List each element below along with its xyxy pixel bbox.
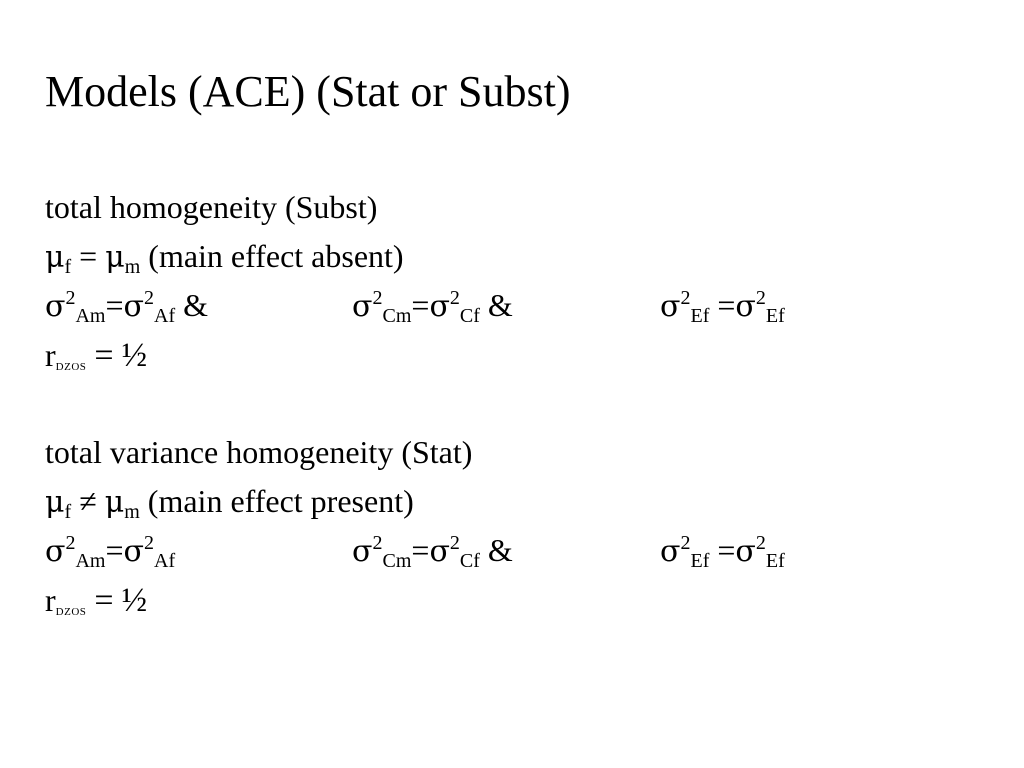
- ampersand: &: [487, 532, 513, 568]
- variance-C-equality: [352, 286, 513, 326]
- equals-sign: =: [717, 287, 736, 323]
- section1-heading: total homogeneity (Subst): [45, 189, 378, 225]
- equals-sign: =: [105, 532, 124, 568]
- mean-subscript-m: m: [124, 256, 141, 278]
- mean-subscript-m: m: [124, 501, 140, 523]
- section1-variance-line: [0, 286, 1024, 327]
- equals-sign: =: [717, 532, 736, 568]
- variance-A-equality: [45, 286, 208, 326]
- square-exponent: 2: [680, 532, 691, 554]
- mean-note: (main effect absent): [148, 238, 404, 274]
- subscript-ef: Ef: [765, 550, 785, 572]
- subscript-am: Am: [75, 305, 106, 327]
- subscript-cf: Cf: [459, 550, 480, 572]
- mean-note: (main effect present): [147, 483, 414, 519]
- r-symbol: r: [45, 582, 56, 618]
- equals-sign: =: [105, 287, 124, 323]
- subscript-cm: Cm: [382, 550, 412, 572]
- section2-mean-line: [45, 482, 414, 522]
- variance-A-equality: [45, 531, 175, 571]
- one-half: ½: [121, 582, 148, 619]
- mu-symbol: μ: [104, 485, 125, 520]
- subscript-cm: Cm: [382, 305, 412, 327]
- subscript-af: Af: [154, 550, 176, 572]
- equals-sign: =: [94, 337, 114, 374]
- mu-symbol: μ: [45, 240, 65, 275]
- square-exponent: 2: [65, 532, 76, 554]
- sigma-symbol: σ: [429, 289, 450, 324]
- sigma-symbol: σ: [429, 534, 450, 569]
- mu-symbol: μ: [105, 240, 125, 275]
- square-exponent: 2: [680, 287, 691, 309]
- square-exponent: 2: [449, 287, 460, 309]
- sigma-symbol: σ: [123, 289, 145, 324]
- subscript-ef: Ef: [690, 305, 710, 327]
- variance-E-equality: [660, 286, 785, 326]
- square-exponent: 2: [755, 532, 766, 554]
- section1-mean-line: [45, 237, 404, 277]
- sigma-symbol: σ: [45, 289, 66, 324]
- sigma-symbol: σ: [352, 289, 373, 324]
- subscript-af: Af: [154, 305, 176, 327]
- sigma-symbol: σ: [123, 534, 145, 569]
- equals-sign: =: [94, 582, 114, 619]
- not-equals-sign: ≠: [79, 483, 97, 519]
- variance-C-equality: [352, 531, 513, 571]
- equals-sign: =: [79, 238, 98, 274]
- section2-correlation-line: [45, 581, 147, 620]
- ampersand: &: [487, 287, 513, 323]
- sigma-symbol: σ: [735, 534, 756, 569]
- slide-title: Models (ACE) (Stat or Subst): [45, 67, 571, 116]
- equals-sign: =: [411, 287, 430, 323]
- sigma-symbol: σ: [660, 289, 681, 324]
- subscript-cf: Cf: [459, 305, 480, 327]
- variance-E-equality: [660, 531, 785, 571]
- section2-heading: total variance homogeneity (Stat): [45, 434, 473, 470]
- square-exponent: 2: [144, 287, 155, 309]
- square-exponent: 2: [449, 532, 460, 554]
- sigma-symbol: σ: [660, 534, 681, 569]
- mean-subscript-f: f: [64, 501, 72, 523]
- square-exponent: 2: [372, 532, 383, 554]
- subscript-ef: Ef: [690, 550, 710, 572]
- sigma-symbol: σ: [352, 534, 373, 569]
- mean-subscript-f: f: [64, 256, 72, 278]
- equals-sign: =: [411, 532, 430, 568]
- one-half: ½: [121, 337, 148, 374]
- sigma-symbol: σ: [45, 534, 66, 569]
- mu-symbol: μ: [45, 485, 65, 520]
- square-exponent: 2: [65, 287, 76, 309]
- subscript-dzos: DZOS: [55, 606, 87, 618]
- square-exponent: 2: [144, 532, 155, 554]
- subscript-am: Am: [75, 550, 106, 572]
- ampersand: &: [183, 287, 209, 323]
- square-exponent: 2: [755, 287, 766, 309]
- subscript-ef: Ef: [765, 305, 785, 327]
- square-exponent: 2: [372, 287, 383, 309]
- section2-variance-line: [0, 531, 1024, 572]
- section1-correlation-line: [45, 336, 147, 375]
- r-symbol: r: [45, 337, 56, 373]
- sigma-symbol: σ: [735, 289, 756, 324]
- subscript-dzos: DZOS: [55, 361, 87, 373]
